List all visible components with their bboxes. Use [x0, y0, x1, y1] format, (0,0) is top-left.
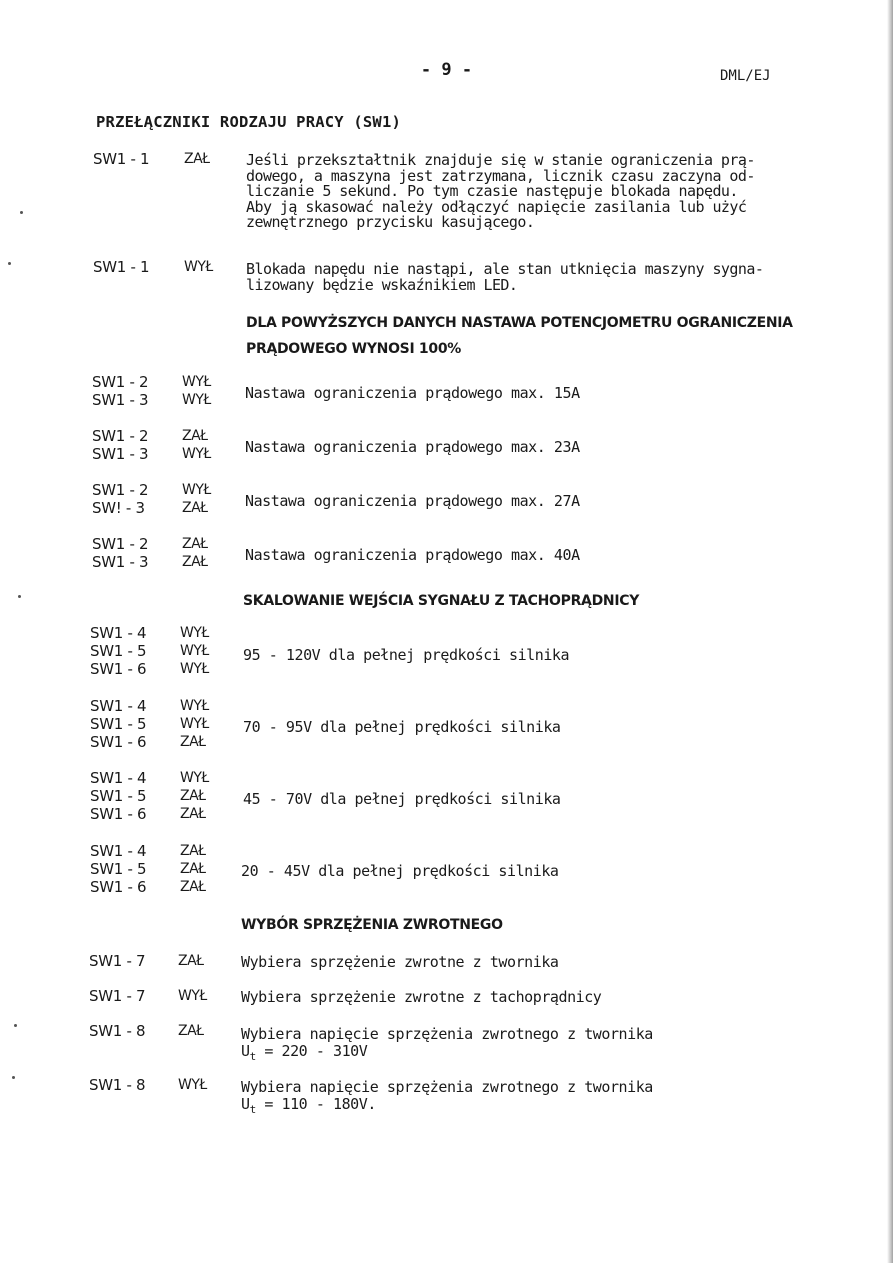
switch-label: SW1 - 4 — [90, 842, 147, 860]
switch-state: WYŁ — [182, 374, 211, 390]
switch-state: WYŁ — [182, 392, 211, 408]
switch-label: SW1 - 5 — [90, 715, 147, 733]
document-code: DML/EJ — [720, 68, 771, 84]
subscript: t — [249, 1050, 256, 1063]
paragraph-line: liczanie 5 sekund. Po tym czasie następuje blokada napędu. — [246, 182, 738, 200]
switch-state: ZAŁ — [180, 788, 206, 804]
switch-state: ZAŁ — [180, 843, 206, 859]
switch-state: ZAŁ — [184, 151, 210, 167]
switch-label: SW1 - 8 — [89, 1022, 146, 1040]
switch-label: SW1 - 1 — [93, 150, 150, 168]
switch-state: ZAŁ — [180, 734, 206, 750]
scan-speck — [14, 1024, 17, 1027]
paragraph-sw1-1-on — [246, 153, 755, 231]
voltage-range: $U_t = 220 - 310V$ — [241, 1042, 368, 1063]
scan-speck — [20, 211, 23, 214]
note-line: PRĄDOWEGO WYNOSI 100% — [246, 341, 461, 357]
switch-label: SW1 - 2 — [92, 373, 149, 391]
switch-state: WYŁ — [180, 770, 209, 786]
switch-label: SW! - 3 — [92, 499, 145, 517]
switch-label: SW1 - 6 — [90, 660, 147, 678]
scan-speck — [12, 1076, 15, 1079]
switch-label: SW1 - 6 — [90, 878, 147, 896]
switch-label: SW1 - 2 — [92, 427, 149, 445]
setting-description: Nastawa ograniczenia prądowego max. 15A — [245, 384, 580, 402]
paragraph-line: zewnętrznego przycisku kasującego. — [246, 213, 535, 231]
paragraph-line: Blokada napędu nie nastąpi, ale stan utknięcia maszyny sygna- — [246, 260, 764, 278]
switch-label: SW1 - 4 — [90, 697, 147, 715]
switch-state: WYŁ — [180, 625, 209, 641]
switch-state: ZAŁ — [182, 428, 208, 444]
switch-label: SW1 - 8 — [89, 1076, 146, 1094]
switch-state: WYŁ — [180, 716, 209, 732]
setting-description: Wybiera napięcie sprzężenia zwrotnego z twornika — [241, 1025, 653, 1043]
note-line: DLA POWYŻSZYCH DANYCH NASTAWA POTENCJOMETRU OGRANICZENIA — [246, 315, 793, 331]
switch-label: SW1 - 7 — [89, 952, 146, 970]
switch-label: SW1 - 6 — [90, 805, 147, 823]
setting-description: Wybiera sprzężenie zwrotne z tachoprądnicy — [241, 988, 602, 1006]
switch-state: ZAŁ — [178, 953, 204, 969]
paragraph-line: lizowany będzie wskaźnikiem LED. — [246, 275, 518, 294]
scan-edge-shadow — [887, 0, 893, 1263]
setting-description: 95 - 120V dla pełnej prędkości silnika — [243, 646, 570, 664]
switch-state: ZAŁ — [182, 554, 208, 570]
switch-label: SW1 - 4 — [90, 769, 147, 787]
switch-label: SW1 - 3 — [92, 445, 149, 463]
switch-state: ZAŁ — [182, 500, 208, 516]
switch-state: WYŁ — [184, 259, 213, 275]
switch-state: ZAŁ — [178, 1023, 204, 1039]
section-heading: SKALOWANIE WEJŚCIA SYGNAŁU Z TACHOPRĄDNICY — [243, 593, 640, 609]
switch-label: SW1 - 7 — [89, 987, 146, 1005]
switch-state: WYŁ — [178, 988, 207, 1004]
switch-state: ZAŁ — [180, 806, 206, 822]
switch-label: SW1 - 3 — [92, 553, 149, 571]
switch-state: ZAŁ — [180, 861, 206, 877]
switch-label: SW1 - 5 — [90, 860, 147, 878]
switch-state: ZAŁ — [180, 879, 206, 895]
scan-speck — [8, 262, 11, 265]
paragraph-sw1-1-off — [246, 262, 763, 293]
switch-label: SW1 - 5 — [90, 787, 147, 805]
subscript: t — [249, 1103, 256, 1116]
setting-description: 70 - 95V dla pełnej prędkości silnika — [243, 718, 561, 736]
switch-state: ZAŁ — [182, 536, 208, 552]
section-heading: WYBÓR SPRZĘŻENIA ZWROTNEGO — [241, 917, 503, 933]
switch-label: SW1 - 1 — [93, 258, 150, 276]
paragraph-line: Jeśli przekształtnik znajduje się w stanie ograniczenia prą- — [246, 151, 755, 169]
scan-speck — [18, 595, 21, 598]
switch-label: SW1 - 3 — [92, 391, 149, 409]
setting-description: Wybiera napięcie sprzężenia zwrotnego z twornika — [241, 1078, 653, 1096]
switch-label: SW1 - 2 — [92, 481, 149, 499]
switch-state: WYŁ — [182, 446, 211, 462]
switch-state: WYŁ — [180, 643, 209, 659]
switch-state: WYŁ — [180, 661, 209, 677]
voltage-range: $U_t = 110 - 180V$. — [241, 1095, 376, 1116]
setting-description: 20 - 45V dla pełnej prędkości silnika — [241, 862, 559, 880]
setting-description: Nastawa ograniczenia prądowego max. 23A — [245, 438, 580, 456]
page-number: - 9 - — [420, 60, 473, 80]
setting-description: 45 - 70V dla pełnej prędkości silnika — [243, 790, 561, 808]
paragraph-line: Aby ją skasować należy odłączyć napięcie zasilania lub użyć — [246, 197, 747, 216]
switch-label: SW1 - 2 — [92, 535, 149, 553]
setting-description: Nastawa ograniczenia prądowego max. 40A — [245, 546, 580, 564]
switch-state: WYŁ — [178, 1077, 207, 1093]
setting-description: Wybiera sprzężenie zwrotne z twornika — [241, 953, 559, 971]
switch-state: WYŁ — [182, 482, 211, 498]
switch-state: WYŁ — [180, 698, 209, 714]
switch-label: SW1 - 6 — [90, 733, 147, 751]
setting-description: Nastawa ograniczenia prądowego max. 27A — [245, 492, 580, 510]
switch-label: SW1 - 5 — [90, 642, 147, 660]
paragraph-line: dowego, a maszyna jest zatrzymana, licznik czasu zaczyna od- — [246, 166, 755, 185]
switch-label: SW1 - 4 — [90, 624, 147, 642]
section-title: PRZEŁĄCZNIKI RODZAJU PRACY (SW1) — [96, 113, 402, 131]
